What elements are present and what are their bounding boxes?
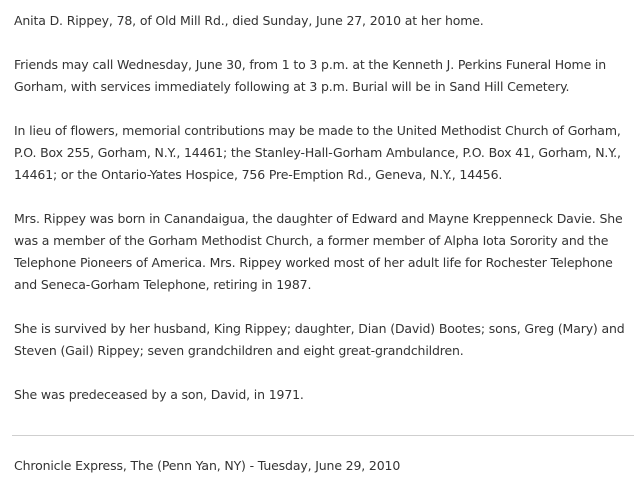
obituary-paragraph-memorials: In lieu of flowers, memorial contributions may be made to the United Methodist Church of Gorham, P.O. Box 255, Gorham, N.Y., 14461; the Stanley-Hall-Gorham Ambulance, P.O. Box 41, Gorham, N.Y., 14461; or the Ontario-Yates Hospice, 756 Pre-Emption Rd., Geneva, N.Y., 14456. bbox=[14, 123, 621, 182]
obituary-paragraph-services: Friends may call Wednesday, June 30, from 1 to 3 p.m. at the Kenneth J. Perkins Funeral Home in Gorham, with services immediately following at 3 p.m. Burial will be in Sand Hill Cemetery. bbox=[14, 57, 607, 94]
obituary-paragraph-survivors: She is survived by her husband, King Rippey; daughter, Dian (David) Bootes; sons, Greg (Mary) and Steven (Gail) Rippey; seven grandchildren and eight great-grandchildren. bbox=[14, 321, 625, 358]
obituary-text bbox=[14, 10, 636, 406]
obituary-paragraph-death-notice: Anita D. Rippey, 78, of Old Mill Rd., died Sunday, June 27, 2010 at her home. bbox=[14, 13, 484, 28]
obituary-paragraph-biography: Mrs. Rippey was born in Canandaigua, the daughter of Edward and Mayne Kreppenneck Davie. She was a member of the Gorham Methodist Church, a former member of Alpha Iota Sorority and the Telephone Pioneers of America. Mrs. Rippey worked most of her adult life for Rochester Telephone and Seneca-Gorham Telephone, retiring in 1987. bbox=[14, 211, 623, 292]
divider bbox=[12, 435, 634, 436]
source-citation: Chronicle Express, The (Penn Yan, NY) - Tuesday, June 29, 2010 bbox=[14, 458, 401, 473]
obituary-paragraph-predeceased: She was predeceased by a son, David, in 1971. bbox=[14, 387, 304, 402]
